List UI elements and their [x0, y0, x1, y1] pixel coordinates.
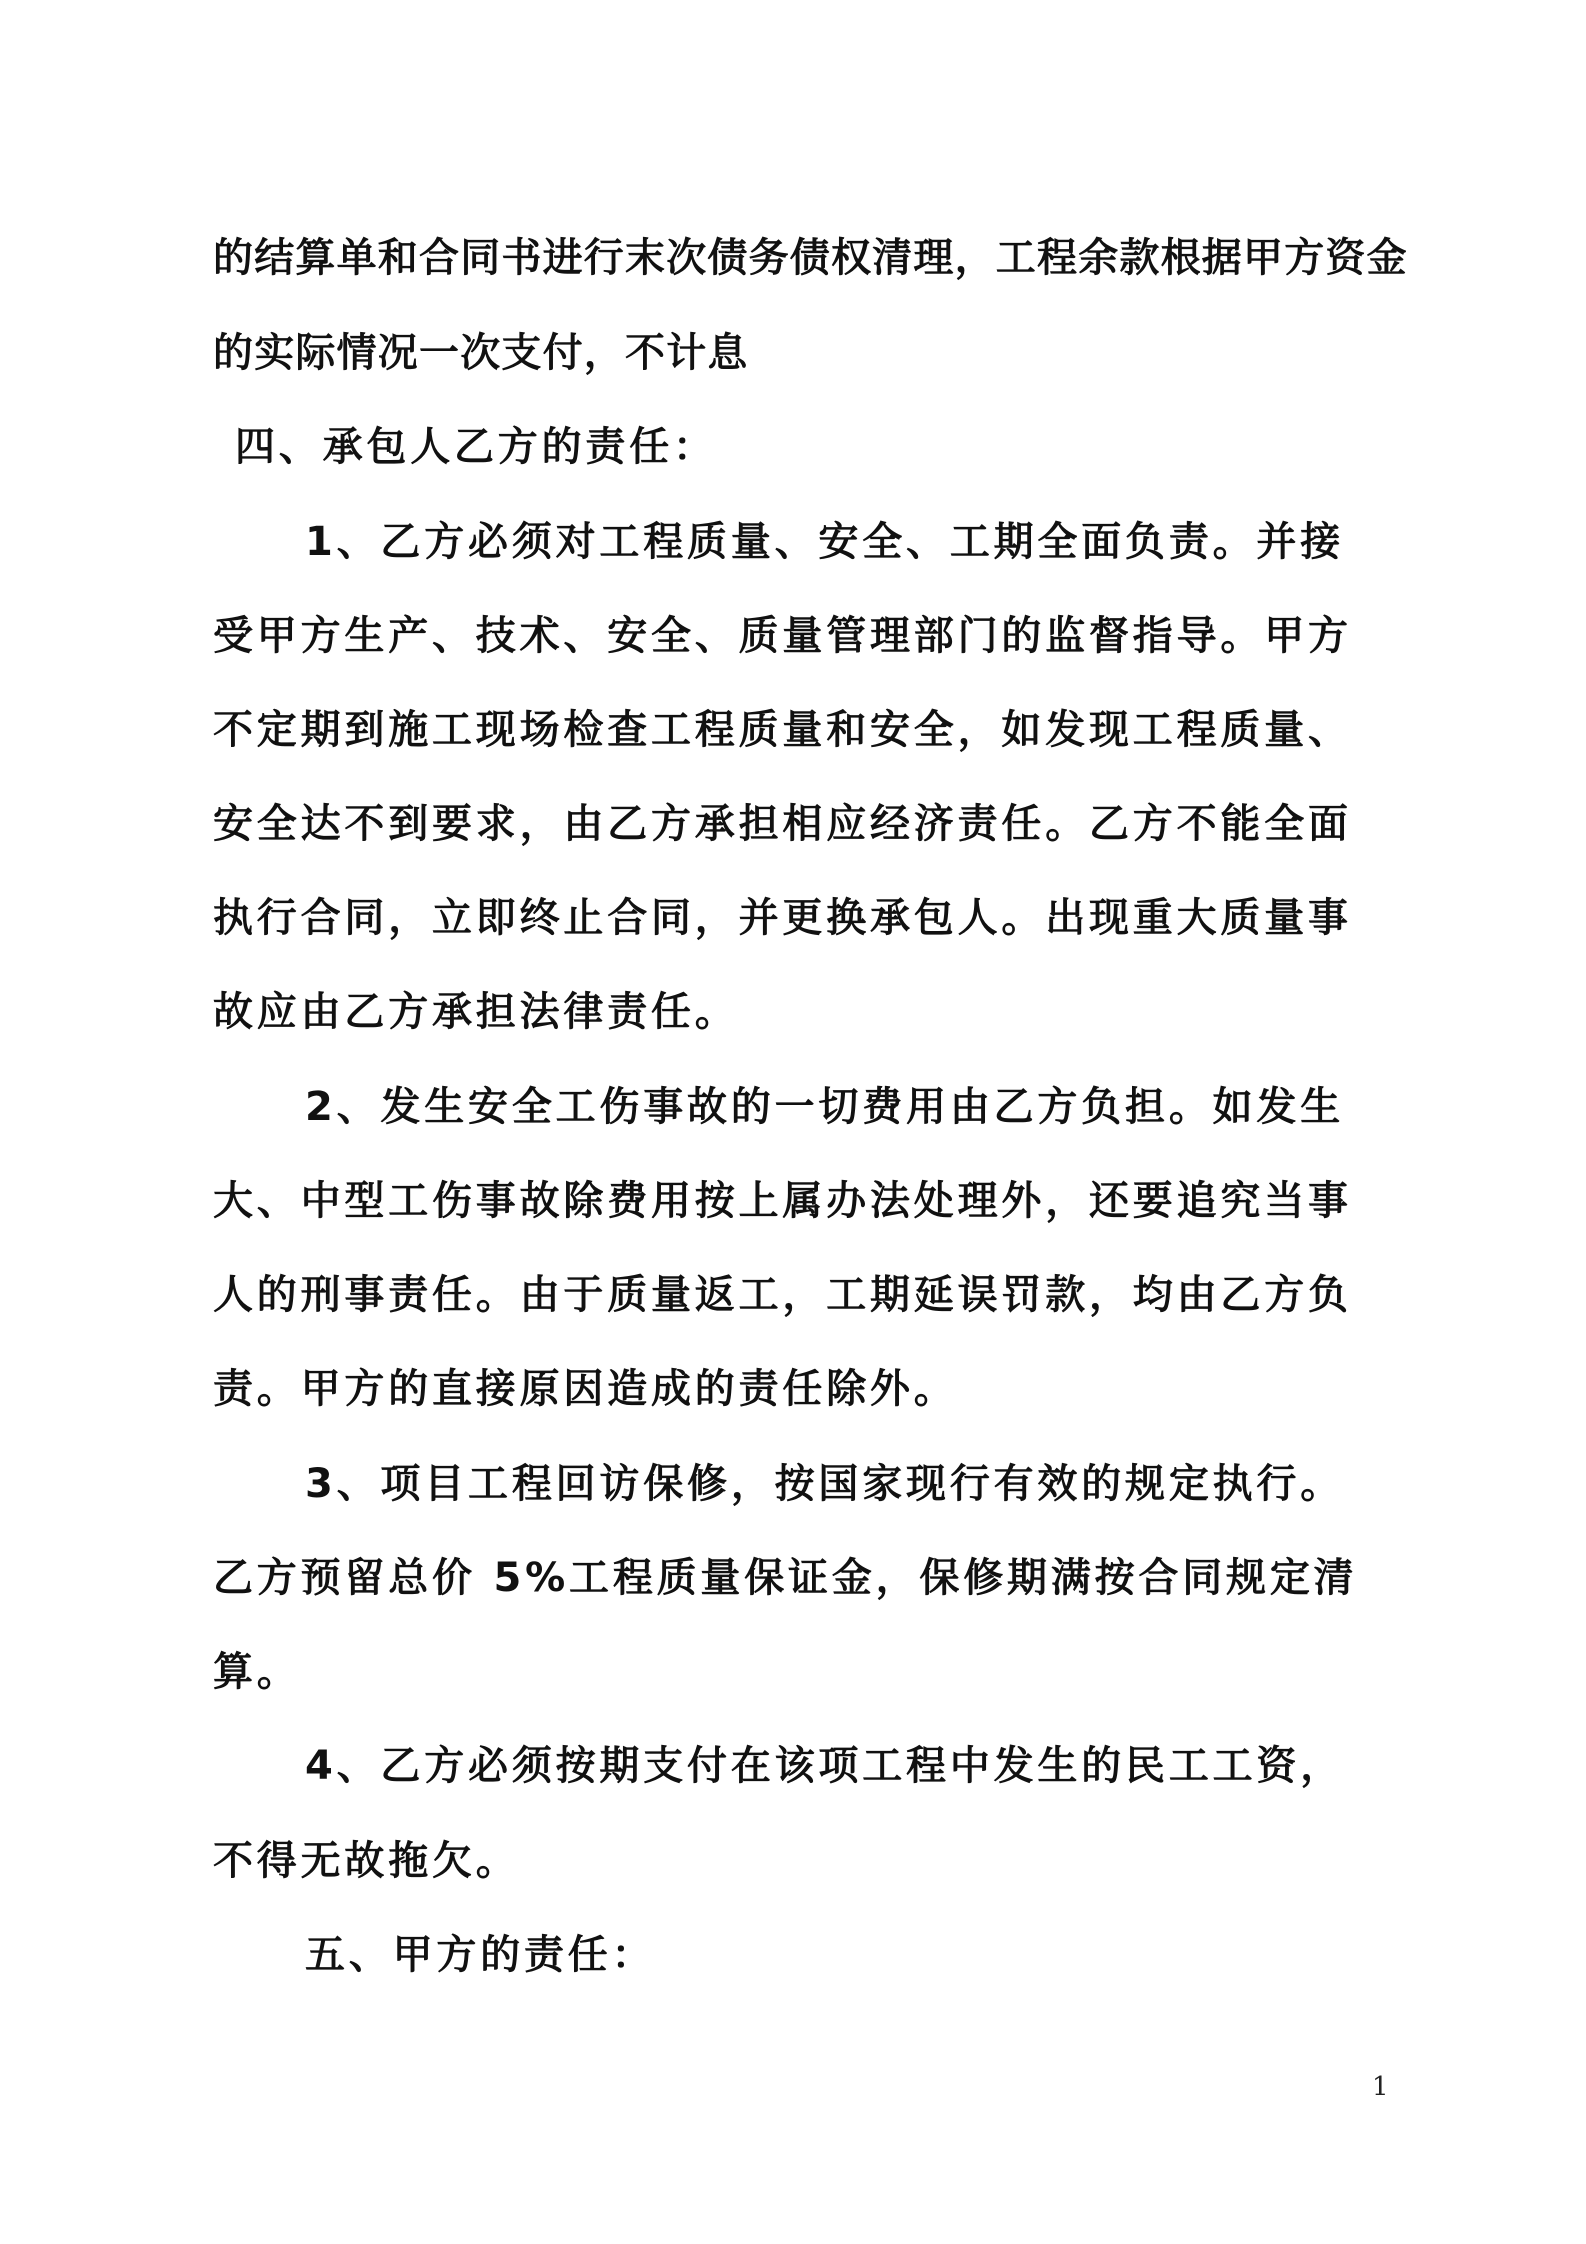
paragraph-2-line-3: 人的刑事责任。由于质量返工，工期延误罚款，均由乙方负 — [213, 1272, 1352, 1318]
paragraph-2-line-4: 责。甲方的直接原因造成的责任除外。 — [213, 1366, 958, 1412]
text-line-2: 的实际情况一次支付，不计息 — [213, 330, 749, 376]
section-heading-5: 五、甲方的责任： — [305, 1932, 656, 1978]
paragraph-4-line-1: 4、乙方必须按期支付在该项工程中发生的民工工资， — [305, 1743, 1345, 1789]
paragraph-1-line-3: 不定期到施工现场检查工程质量和安全，如发现工程质量、 — [213, 707, 1352, 753]
text-line-1: 的结算单和合同书进行末次债务债权清理，工程余款根据甲方资金 — [213, 235, 1408, 281]
paragraph-2-line-1: 2、发生安全工伤事故的一切费用由乙方负担。如发生 — [305, 1084, 1345, 1130]
paragraph-3-line-2: 乙方预留总价 5%工程质量保证金，保修期满按合同规定清 — [213, 1555, 1358, 1601]
paragraph-1-line-4: 安全达不到要求，由乙方承担相应经济责任。乙方不能全面 — [213, 801, 1352, 847]
paragraph-4-line-2: 不得无故拖欠。 — [213, 1838, 520, 1884]
section-heading-4: 四、承包人乙方的责任： — [235, 424, 717, 470]
paragraph-2-line-2: 大、中型工伤事故除费用按上属办法处理外，还要追究当事 — [213, 1178, 1352, 1224]
paragraph-3-line-1: 3、项目工程回访保修，按国家现行有效的规定执行。 — [305, 1461, 1345, 1507]
paragraph-1-line-6: 故应由乙方承担法律责任。 — [213, 989, 739, 1035]
paragraph-1-line-5: 执行合同，立即终止合同，并更换承包人。出现重大质量事 — [213, 895, 1352, 941]
paragraph-1-line-2: 受甲方生产、技术、安全、质量管理部门的监督指导。甲方 — [213, 613, 1352, 659]
paragraph-1-line-1: 1、乙方必须对工程质量、安全、工期全面负责。并接 — [305, 519, 1345, 565]
paragraph-3-line-3: 算。 — [213, 1649, 301, 1695]
page-number: 1 — [1372, 2072, 1389, 2102]
